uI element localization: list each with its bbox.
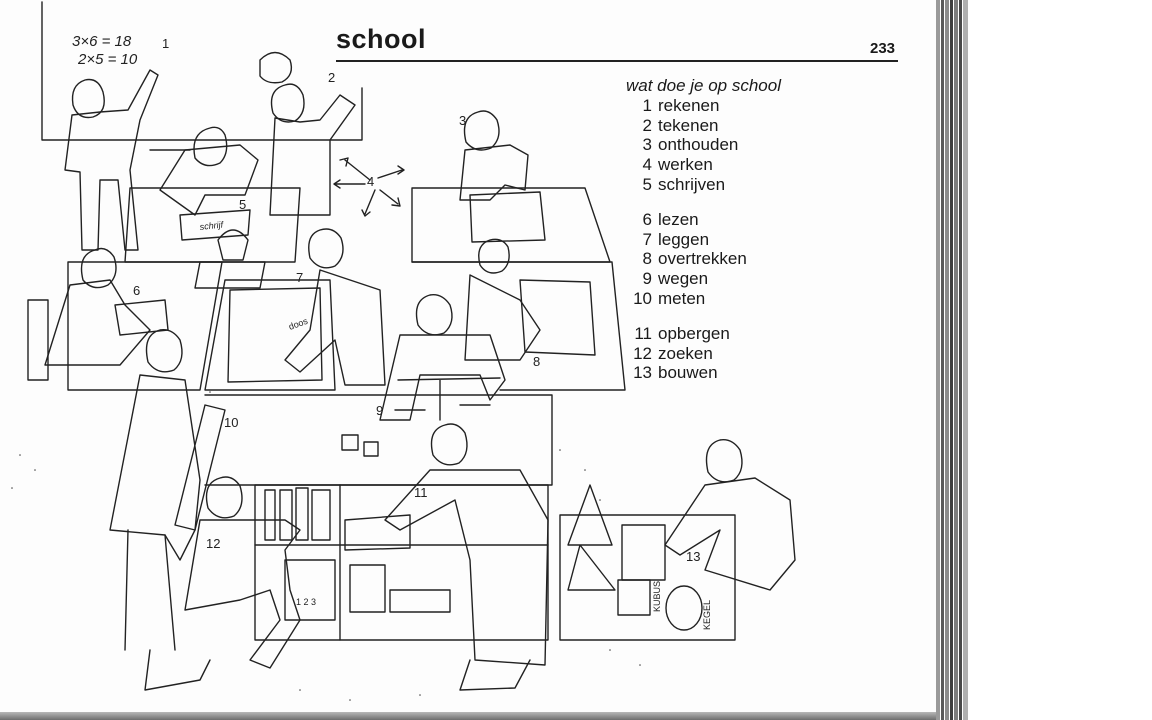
kubus-label: KUBUS <box>652 580 662 612</box>
kegel-label: KEGEL <box>702 599 712 630</box>
vocabulary-item-number: 4 <box>642 155 652 175</box>
vocabulary-heading: wat doe je op school <box>626 76 781 95</box>
vocabulary-item <box>626 135 781 155</box>
callout-11: 11 <box>414 485 428 500</box>
cube-block <box>618 580 650 615</box>
vocabulary-item-word: werken <box>658 155 713 175</box>
child-8-body <box>465 275 540 360</box>
callout-10: 10 <box>224 415 239 430</box>
vocabulary-item-word: onthouden <box>658 135 739 155</box>
vocabulary-item-word: tekenen <box>658 115 719 135</box>
vocabulary-item <box>626 324 781 344</box>
callout-9: 9 <box>376 403 384 418</box>
page-title: school <box>336 24 427 54</box>
vocabulary-item <box>626 363 781 383</box>
vocabulary-item-number: 11 <box>634 323 652 343</box>
vocabulary-group <box>626 96 781 195</box>
child-1-body <box>65 70 158 250</box>
blackboard-line-1: 3×6 = 18 <box>72 33 132 50</box>
vocabulary-item-number: 2 <box>642 115 652 135</box>
weights <box>342 435 378 456</box>
cat-drawing <box>260 53 291 83</box>
callout-12: 12 <box>206 536 221 551</box>
vocabulary-item-word: bouwen <box>658 363 718 383</box>
cone-block <box>666 586 702 630</box>
callout-6: 6 <box>133 283 141 298</box>
chair <box>28 300 48 380</box>
callout-3: 3 <box>459 113 467 128</box>
desk-5 <box>68 262 222 390</box>
desk-3 <box>412 188 610 262</box>
vocabulary-item-number: 5 <box>642 174 652 194</box>
child-11-body <box>385 470 548 665</box>
vocabulary-item-number: 6 <box>642 209 652 229</box>
boxes <box>350 565 450 612</box>
child-13-body <box>665 478 795 590</box>
vocabulary-item <box>626 230 781 250</box>
stacked-block <box>622 525 665 580</box>
vocabulary-item-number: 8 <box>642 249 652 269</box>
vocabulary-group <box>626 324 781 383</box>
child-2-head <box>272 84 305 122</box>
vocabulary-item-word: opbergen <box>658 323 730 343</box>
child-12-body <box>185 520 300 668</box>
flower-pot <box>218 230 248 260</box>
notebook-label: schrijf <box>199 219 224 232</box>
callout-2: 2 <box>328 70 336 85</box>
child-2-body <box>270 95 355 215</box>
page-number: 233 <box>870 40 896 57</box>
vocabulary-item <box>626 96 781 116</box>
vocabulary-item <box>626 210 781 230</box>
callout-5: 5 <box>239 197 247 212</box>
callout-8: 8 <box>533 354 541 369</box>
vocabulary-item-word: schrijven <box>658 174 726 194</box>
vocabulary-item-number: 9 <box>642 269 652 289</box>
vocabulary-item-word: leggen <box>658 229 710 249</box>
child-10-body <box>110 375 200 560</box>
child-13-head <box>707 440 743 482</box>
blackboard-line-2: 2×5 = 10 <box>78 51 138 68</box>
vocabulary-item-number: 13 <box>633 363 652 383</box>
vocabulary-item-word: wegen <box>658 269 709 289</box>
vocabulary-group <box>626 210 781 309</box>
vocabulary-item-word: overtrekken <box>658 249 747 269</box>
child-3-body <box>460 145 528 200</box>
vocabulary-item <box>626 155 781 175</box>
child-7-head <box>309 229 343 268</box>
doos-card-label: doos <box>287 315 310 332</box>
callout-13: 13 <box>686 549 701 564</box>
child-9-body <box>380 335 505 420</box>
child-12-head <box>207 477 243 518</box>
callout-7: 7 <box>296 270 304 285</box>
floor-stipple <box>11 391 641 701</box>
blackboard-frame <box>42 2 362 140</box>
callout-4: 4 <box>367 174 375 189</box>
child-11-head <box>432 424 468 465</box>
vocabulary-item-number: 3 <box>642 135 652 155</box>
child-10-head <box>147 330 183 372</box>
vocabulary-item-word: meten <box>658 288 706 308</box>
child-8-head <box>479 239 509 273</box>
vocabulary-item-word: zoeken <box>658 343 713 363</box>
vocabulary-item <box>626 249 781 269</box>
vocabulary-item-number: 12 <box>633 343 652 363</box>
pyramid-block <box>568 485 615 590</box>
child-9-head <box>417 295 453 335</box>
child-3-head <box>465 111 500 150</box>
book-binding <box>936 0 974 720</box>
vocabulary-groups <box>626 96 781 383</box>
vocabulary-item-number: 7 <box>642 229 652 249</box>
vocabulary-item <box>626 269 781 289</box>
vocabulary-item <box>626 175 781 195</box>
vocabulary-item <box>626 116 781 136</box>
vocabulary-item-number: 10 <box>633 288 652 308</box>
book-spine-label: 1 2 3 <box>296 597 317 607</box>
vocabulary-item-word: rekenen <box>658 95 720 115</box>
vocabulary-list <box>626 76 781 398</box>
ruler <box>175 405 225 530</box>
callout-1: 1 <box>162 36 170 51</box>
vocabulary-item <box>626 344 781 364</box>
vocabulary-item-number: 1 <box>642 95 652 115</box>
vocabulary-item <box>626 289 781 309</box>
vocabulary-item-word: lezen <box>658 209 699 229</box>
page-bottom-edge <box>0 712 940 720</box>
